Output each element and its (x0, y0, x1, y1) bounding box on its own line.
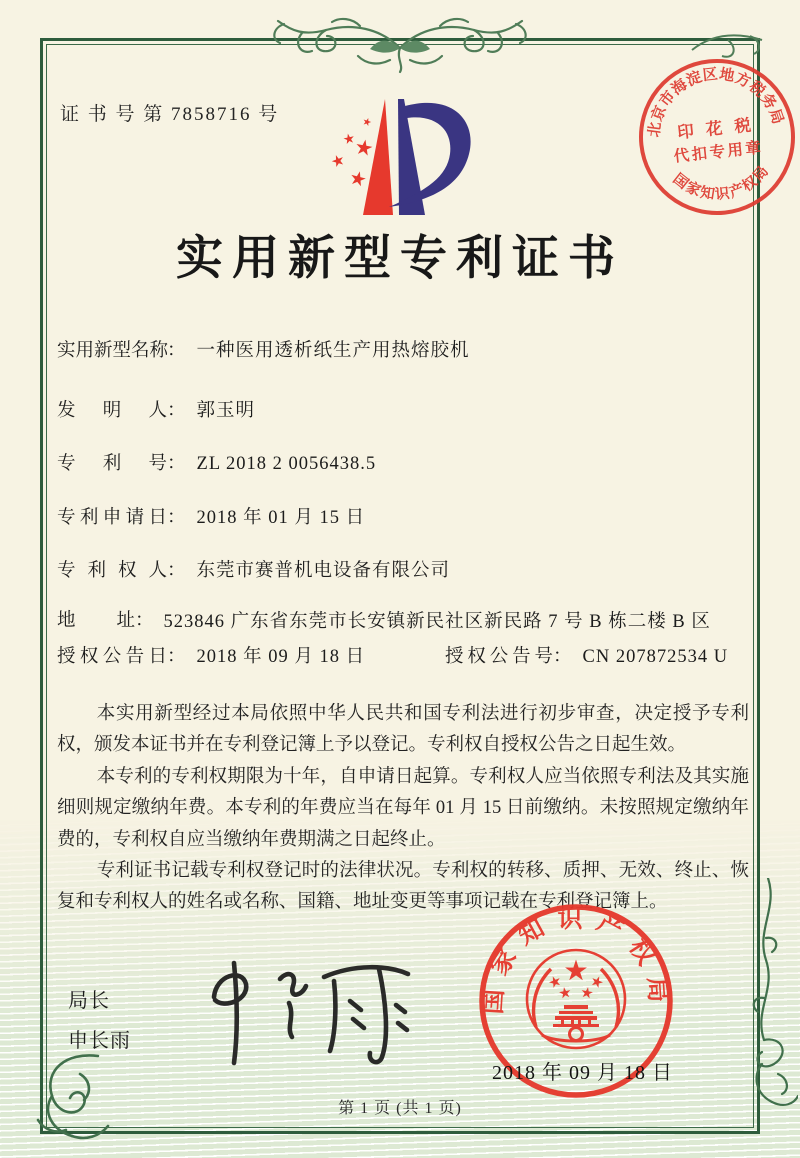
field-value: 郭玉明 (196, 401, 256, 421)
field-label: 授权公告号 (445, 647, 553, 667)
cnipa-logo-icon (303, 93, 481, 221)
page-footer: 第 1 页 (共 1 页) (338, 1100, 462, 1117)
field-colon: ： (167, 647, 186, 667)
officer-title: 局长 (68, 990, 110, 1012)
field-colon: ： (167, 341, 186, 361)
field-value: 2018 年 01 月 15 日 (196, 508, 366, 528)
field-colon: ： (135, 611, 154, 631)
field-row-grant (57, 644, 749, 670)
field-colon: ： (167, 561, 186, 581)
field-label: 地址 (57, 611, 135, 631)
field-colon: ： (167, 508, 186, 528)
legal-paragraph: 专利证书记载专利权登记时的法律状况。专利权的转移、质押、无效、终止、恢复和专利权人的姓名或名称、国籍、地址变更等事项记载在专利登记簿上。 (57, 861, 749, 913)
fields-section (57, 338, 749, 670)
seal-ring-text: 国家知识产权局 (479, 906, 673, 1016)
field-label: 专利申请日 (57, 508, 167, 528)
legal-text-section (57, 699, 749, 919)
field-row-address (57, 608, 749, 636)
field-value: 523846 广东省东莞市长安镇新民社区新民路 7 号 B 栋二楼 B 区 (163, 612, 711, 632)
field-value: 2018 年 09 月 18 日 (196, 647, 366, 667)
legal-paragraph: 本专利的专利权期限为十年，自申请日起算。专利权人应当依照专利法及其实施细则规定缴纳年费。本专利的年费应当在每年 01 月 15 日前缴纳。未按照规定缴纳年费的，专利权自应当缴纳年费期满之日起终止。 (57, 766, 749, 850)
stamp-arc-top-text: 北京市海淀区地方税务局 (646, 66, 786, 139)
certificate-number: 证 书 号 第 7858716 号 (60, 104, 280, 125)
certificate-title: 实用新型专利证书 (176, 233, 624, 285)
field-label: 授权公告日 (57, 647, 167, 667)
field-row-filing-date (57, 505, 749, 531)
grant-date-group (57, 647, 365, 667)
stamp-center-line2: 代扣专用章 (672, 139, 765, 166)
officer-name: 申长雨 (68, 1030, 131, 1052)
field-row-patentee (57, 558, 749, 584)
tax-stamp-icon (630, 50, 800, 224)
field-label: 专利号 (57, 454, 167, 474)
officer-block (68, 984, 131, 1053)
national-emblem (527, 950, 625, 1048)
signature-script-icon (192, 955, 438, 1073)
field-value: CN 207872534 U (582, 647, 729, 667)
stamp-arc-bottom-text: 国家知识产权局 (669, 162, 773, 204)
field-label: 发明人 (57, 401, 167, 421)
field-row-inventor (57, 398, 749, 424)
field-colon: ： (553, 647, 572, 667)
grant-number-group (445, 644, 728, 670)
field-label: 专利权人 (57, 561, 167, 581)
field-value: ZL 2018 2 0056438.5 (196, 454, 377, 474)
field-row-name (57, 338, 749, 364)
field-value: 东莞市赛普机电设备有限公司 (196, 561, 451, 581)
field-value: 一种医用透析纸生产用热熔胶机 (196, 341, 470, 361)
seal-date: 2018 年 09 月 18 日 (492, 1062, 673, 1084)
legal-paragraph: 本实用新型经过本局依照中华人民共和国专利法进行初步审查，决定授予专利权，颁发本证书并在专利登记簿上予以登记。专利权自授权公告之日起生效。 (57, 704, 749, 756)
stamp-center-line1: 印 花 税 (676, 115, 756, 143)
field-colon: ： (167, 401, 186, 421)
field-label: 实用新型名称 (57, 341, 169, 361)
field-row-patent-no (57, 451, 749, 477)
field-colon: ： (167, 454, 186, 474)
